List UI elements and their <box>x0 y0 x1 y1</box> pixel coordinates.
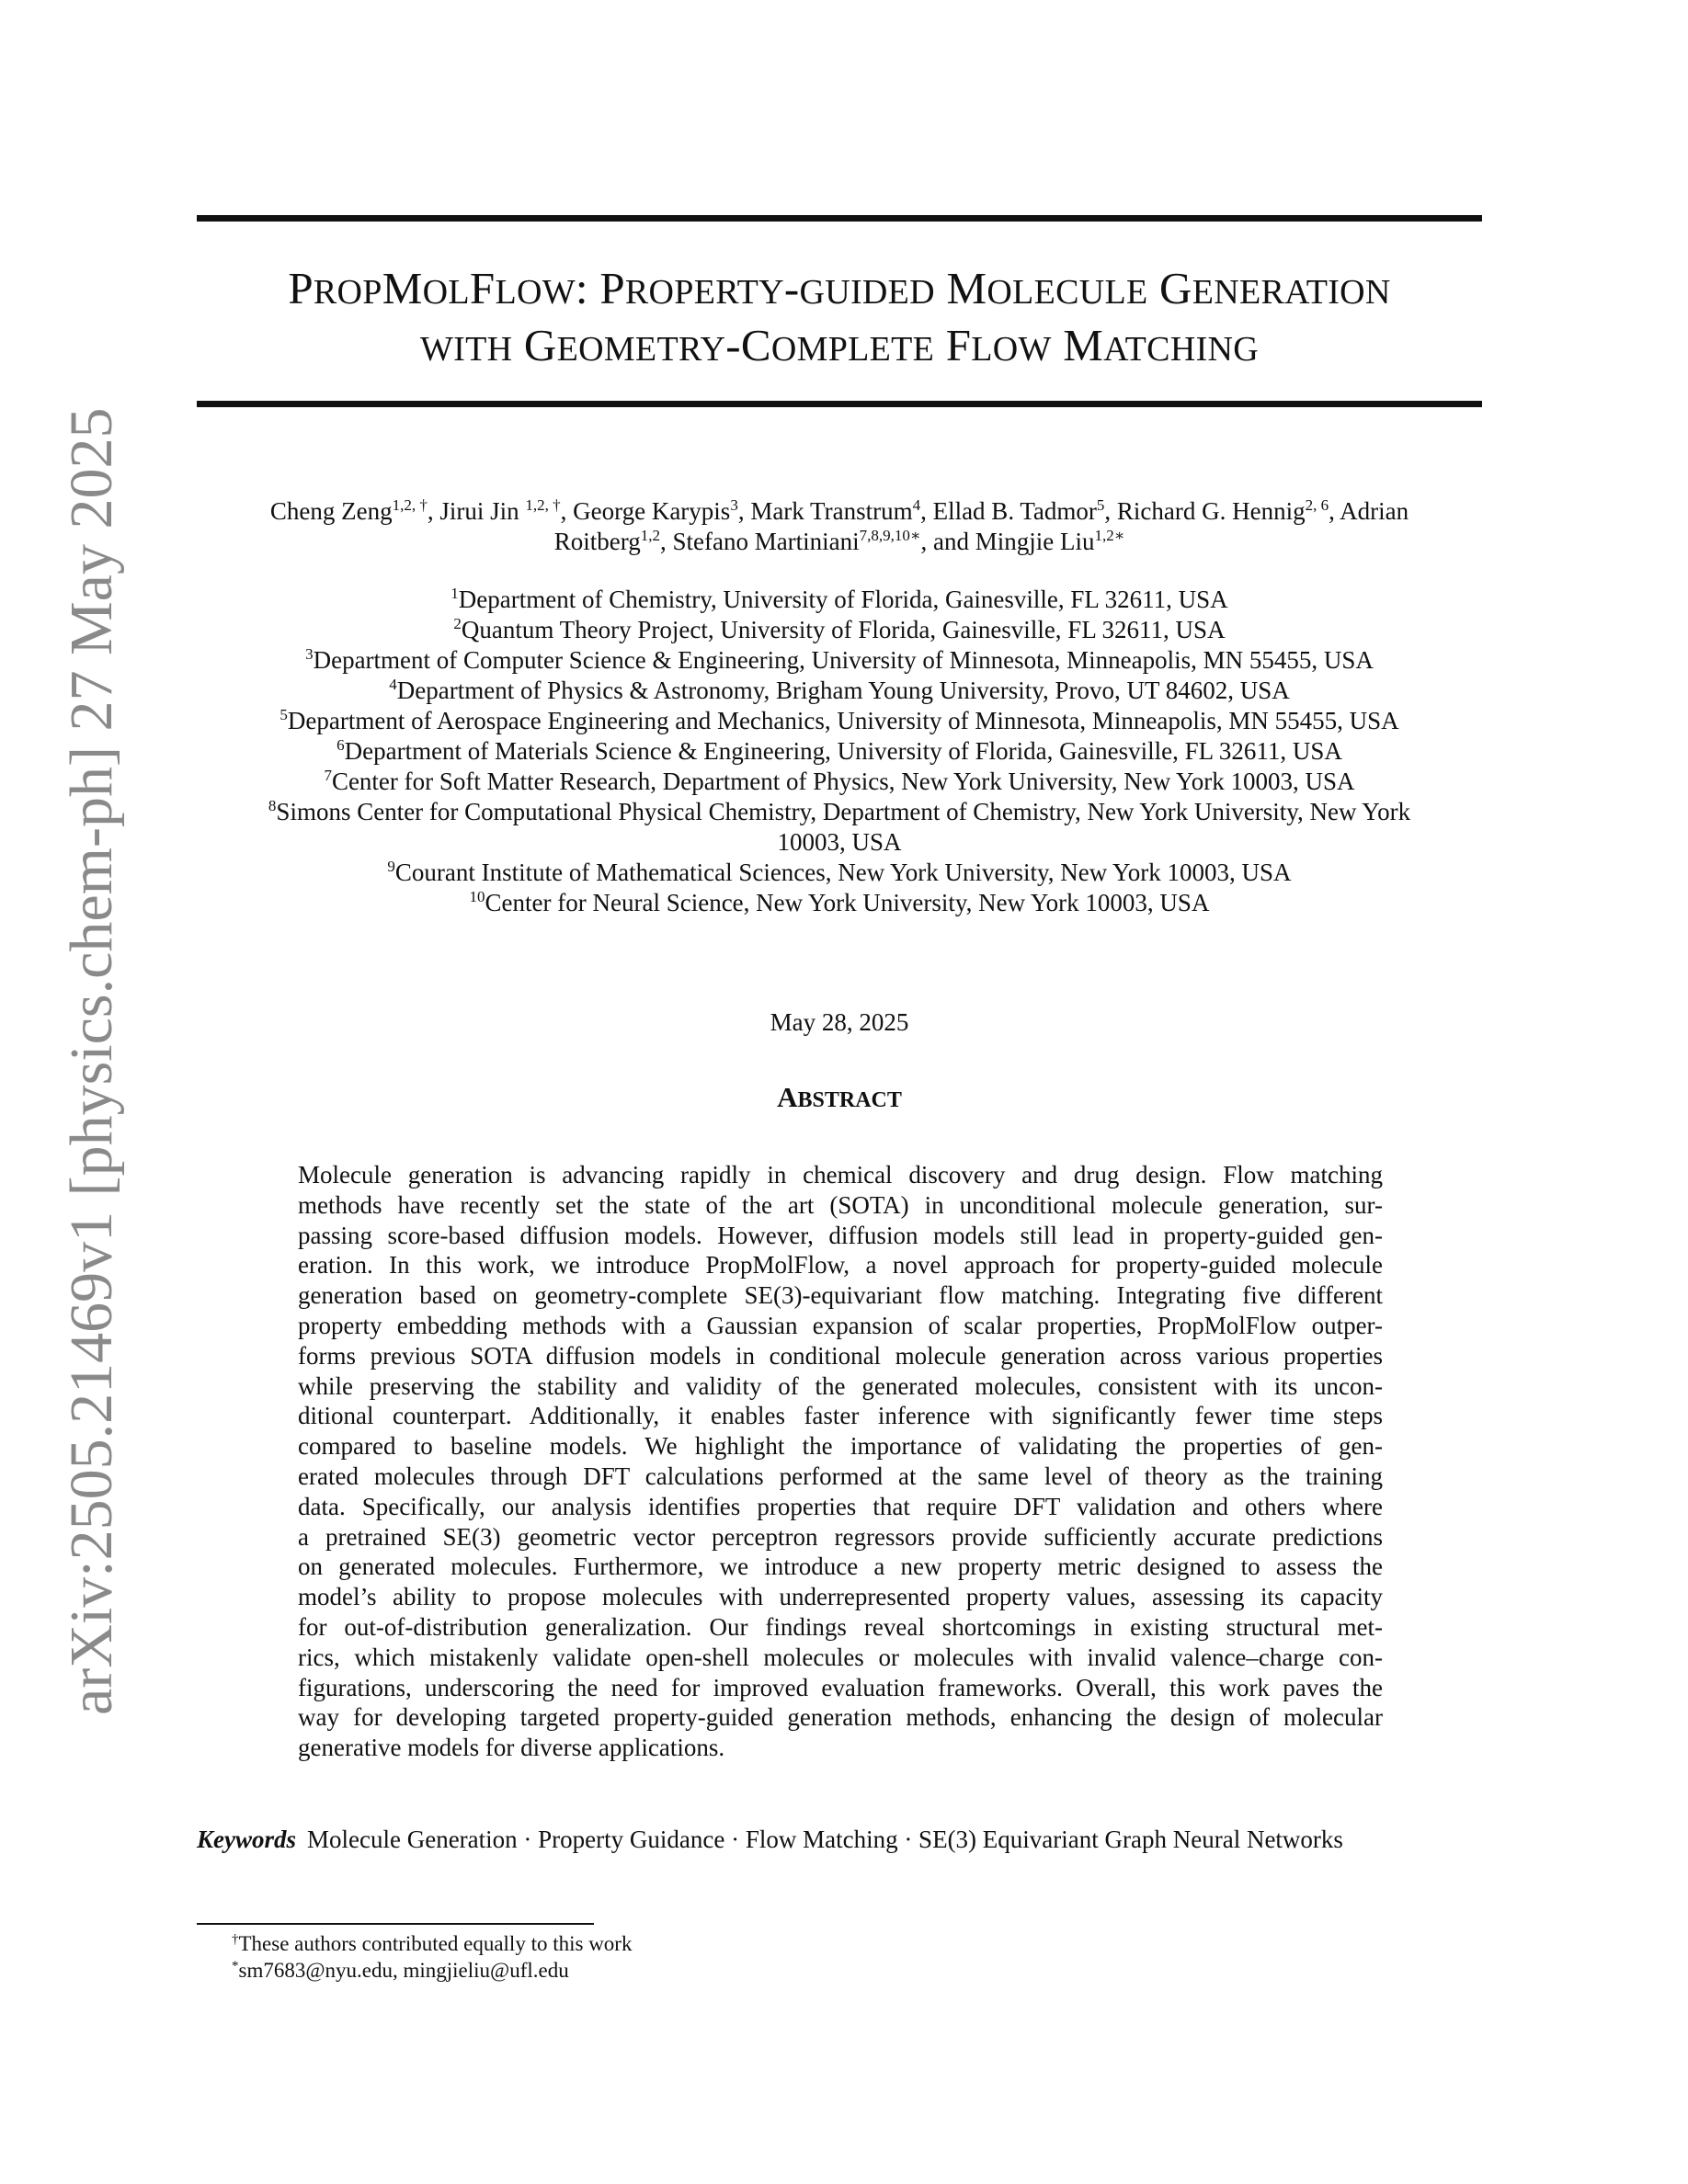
affiliation <box>197 767 1482 797</box>
affiliation-list <box>197 585 1482 918</box>
affiliation <box>197 797 1482 827</box>
affiliation-text: Center for Neural Science, New York University, New York 10003, USA <box>485 889 1210 916</box>
title-part: ROPERTY <box>624 273 784 312</box>
author-affiliation-marks: 2, 6 <box>1305 496 1329 514</box>
abstract-line: Molecule generation is advancing rapidly in chemical discovery and drug design. Flow matching <box>298 1161 1383 1189</box>
title-part: OL <box>422 273 470 312</box>
author-name: Mingjie Liu <box>975 528 1095 555</box>
author-affiliation-marks: 5 <box>1096 496 1105 514</box>
footnote-corresponding-emails <box>232 1957 1335 1984</box>
title-part: LOW <box>495 273 576 312</box>
affiliation <box>197 736 1482 767</box>
title-top-rule <box>197 215 1482 222</box>
title-part: LOW <box>971 330 1052 369</box>
abstract-line: figurations, underscoring the need for improved evaluation frameworks. Overall, this work paves the <box>298 1673 1383 1701</box>
title-part: G <box>1147 263 1192 313</box>
affiliation-number: 10 <box>469 888 485 905</box>
title-part: OLECULE <box>987 273 1148 312</box>
author-separator: , <box>560 497 574 525</box>
author-name: George Karypis <box>573 497 731 525</box>
footnote-text: These authors contributed equally to this work <box>238 1932 633 1955</box>
affiliation-number: 9 <box>387 858 395 875</box>
author-separator: , <box>1104 497 1117 525</box>
abstract-heading <box>197 1081 1482 1117</box>
affiliation-text: Department of Chemistry, University of Florida, Gainesville, FL 32611, USA <box>458 586 1228 613</box>
affiliation-text: Quantum Theory Project, University of Florida, Gainesville, FL 32611, USA <box>461 616 1226 643</box>
author-affiliation-marks: 7,8,9,10∗ <box>859 527 921 544</box>
title-part: M <box>1051 320 1104 370</box>
affiliation-number: 2 <box>453 615 462 632</box>
affiliation-text: Department of Physics & Astronomy, Brigham Young University, Provo, UT 84602, USA <box>396 677 1290 704</box>
author-affiliation-marks: 4 <box>912 496 921 514</box>
title-part: ATCHING <box>1103 330 1260 369</box>
abstract-line: erated molecules through DFT calculations performed at the same level of theory as the training <box>298 1462 1383 1490</box>
title-part: M <box>934 263 987 313</box>
affiliation-number: 7 <box>324 767 332 784</box>
author-name: Richard G. Hennig <box>1116 497 1306 525</box>
affiliation-number: 4 <box>389 676 397 693</box>
author-separator: , <box>737 497 751 525</box>
abstract-line: while preserving the stability and validity of the generated molecules, consistent with its uncon- <box>298 1371 1383 1400</box>
abstract-line: on generated molecules. Furthermore, we introduce a new property metric designed to assess the <box>298 1553 1383 1581</box>
paper-title <box>197 262 1482 376</box>
abstract-line: way for developing targeted property-guided generation methods, enhancing the design of molecular <box>298 1703 1383 1732</box>
author-list <box>197 496 1482 557</box>
affiliation <box>197 645 1482 676</box>
author-separator: , <box>920 497 933 525</box>
author-name: Jirui Jin <box>439 497 526 525</box>
title-line-1 <box>197 262 1482 319</box>
footnote-equal-contribution <box>232 1930 1335 1957</box>
abstract-line: for out-of-distribution generalization. Our findings reveal shortcomings in existing structural met- <box>298 1612 1383 1641</box>
footnote-mark: † <box>232 1932 239 1947</box>
affiliation-text: Department of Aerospace Engineering and Mechanics, University of Minnesota, Minneapolis, MN 55455, USA <box>287 707 1399 734</box>
title-part: F <box>469 263 496 313</box>
author-name: Stefano Martiniani <box>672 528 860 555</box>
title-part: M <box>382 263 423 313</box>
title-part: -C <box>725 320 771 370</box>
abstract-line: data. Specifically, our analysis identifies properties that require DFT validation and others where <box>298 1492 1383 1520</box>
title-part: OMPLETE <box>770 330 935 369</box>
author-separator: , and <box>920 528 975 555</box>
abstract-line: generation based on geometry-complete SE(3)-equivariant flow matching. Integrating five different <box>298 1281 1383 1310</box>
footnotes <box>232 1930 1335 1984</box>
title-part: G <box>512 320 557 370</box>
affiliation-number: 8 <box>268 797 277 814</box>
affiliation <box>197 888 1482 918</box>
affiliation-text: Courant Institute of Mathematical Sciences, New York University, New York 10003, USA <box>394 859 1292 886</box>
keywords-label <box>197 1826 296 1853</box>
author-name: Mark Transtrum <box>750 497 913 525</box>
author-affiliation-marks: 1,2, † <box>392 496 428 514</box>
keywords <box>197 1825 1482 1855</box>
author-separator: , Adrian <box>1329 497 1409 525</box>
title-part: F <box>934 320 972 370</box>
affiliation-text: Department of Materials Science & Engineering, University of Florida, Gainesville, FL 32611, USA <box>344 737 1342 765</box>
title-part: - <box>783 263 800 313</box>
abstract-line: a pretrained SE(3) geometric vector perceptron regressors provide sufficiently accurate predictions <box>298 1522 1383 1551</box>
author-affiliation-marks: 3 <box>730 496 738 514</box>
abstract-line: methods have recently set the state of the art (SOTA) in unconditional molecule generation, sur- <box>298 1190 1383 1219</box>
affiliation <box>197 585 1482 615</box>
abstract-heading-rest: BSTRACT <box>797 1088 902 1112</box>
affiliation-text: 10003, USA <box>777 828 902 856</box>
title-part: P <box>288 263 314 313</box>
affiliation-text: Center for Soft Matter Research, Department of Physics, New York University, New York 10003, USA <box>331 768 1355 795</box>
title-part: EOMETRY <box>556 330 726 369</box>
footnote-rule <box>197 1923 594 1925</box>
affiliation-number: 3 <box>305 645 314 663</box>
author-line <box>197 527 1482 557</box>
affiliation <box>197 615 1482 645</box>
author-separator: , <box>427 497 440 525</box>
abstract-line: generative models for diverse applications. <box>298 1734 725 1762</box>
footnote-mark: * <box>232 1959 239 1974</box>
footnote-text: sm7683@nyu.edu, mingjieliu@ufl.edu <box>238 1959 569 1982</box>
keywords-label-text: Keywords <box>197 1826 296 1853</box>
author-affiliation-marks: 1,2 <box>640 527 660 544</box>
author-line <box>197 496 1482 527</box>
abstract-line: model’s ability to propose molecules with underrepresented property values, assessing its capacity <box>298 1583 1383 1611</box>
abstract-heading-initial: A <box>777 1081 798 1113</box>
affiliation-text: Department of Computer Science & Engineering, University of Minnesota, Minneapolis, MN 55455, USA <box>313 646 1374 674</box>
title-bottom-rule <box>197 401 1482 407</box>
author-name: Ellad B. Tadmor <box>932 497 1097 525</box>
title-part: ROP <box>313 273 382 312</box>
author-name: Roitberg <box>553 528 641 555</box>
author-affiliation-marks: 1,2, † <box>525 496 561 514</box>
abstract-line: ditional counterpart. Additionally, it enables faster inference with significantly fewer time steps <box>298 1402 1383 1430</box>
affiliation-continuation <box>197 827 1482 858</box>
title-part: GUIDED <box>799 273 935 312</box>
abstract-line: eration. In this work, we introduce PropMolFlow, a novel approach for property-guided molecule <box>298 1251 1383 1280</box>
author-affiliation-marks: 1,2∗ <box>1094 527 1125 544</box>
abstract-line: rics, which mistakenly validate open-shell molecules or molecules with invalid valence–charge con- <box>298 1643 1383 1671</box>
affiliation-number: 6 <box>336 736 345 754</box>
abstract-line: passing score-based diffusion models. However, diffusion models still lead in property-guided gen- <box>298 1221 1383 1249</box>
author-name: Cheng Zeng <box>269 497 393 525</box>
affiliation-number: 5 <box>279 706 288 723</box>
abstract-line: property embedding methods with a Gaussian expansion of scalar properties, PropMolFlow outper- <box>298 1311 1383 1339</box>
keywords-list: Molecule Generation · Property Guidance · Flow Matching · SE(3) Equivariant Graph Neural Networks <box>307 1826 1343 1853</box>
arxiv-identifier: arXiv:2505.21469v1 [physics.chem-ph] 27 May 2025 <box>58 407 125 1715</box>
author-separator: , <box>659 528 673 555</box>
abstract-line: forms previous SOTA diffusion models in conditional molecule generation across various properties <box>298 1341 1383 1370</box>
title-part: ENERATION <box>1192 273 1391 312</box>
affiliation-number: 1 <box>451 585 459 602</box>
publication-date: May 28, 2025 <box>770 1008 909 1036</box>
title-line-2 <box>197 319 1482 376</box>
title-part: : P <box>575 263 625 313</box>
affiliation-text: Simons Center for Computational Physical Chemistry, Department of Chemistry, New York University, New York <box>276 798 1411 825</box>
abstract-line: compared to baseline models. We highlight the importance of validating the properties of gen- <box>298 1432 1383 1461</box>
affiliation <box>197 676 1482 706</box>
title-part: WITH <box>419 330 513 369</box>
affiliation <box>197 858 1482 888</box>
affiliation <box>197 706 1482 736</box>
abstract-body <box>298 1160 1383 1763</box>
